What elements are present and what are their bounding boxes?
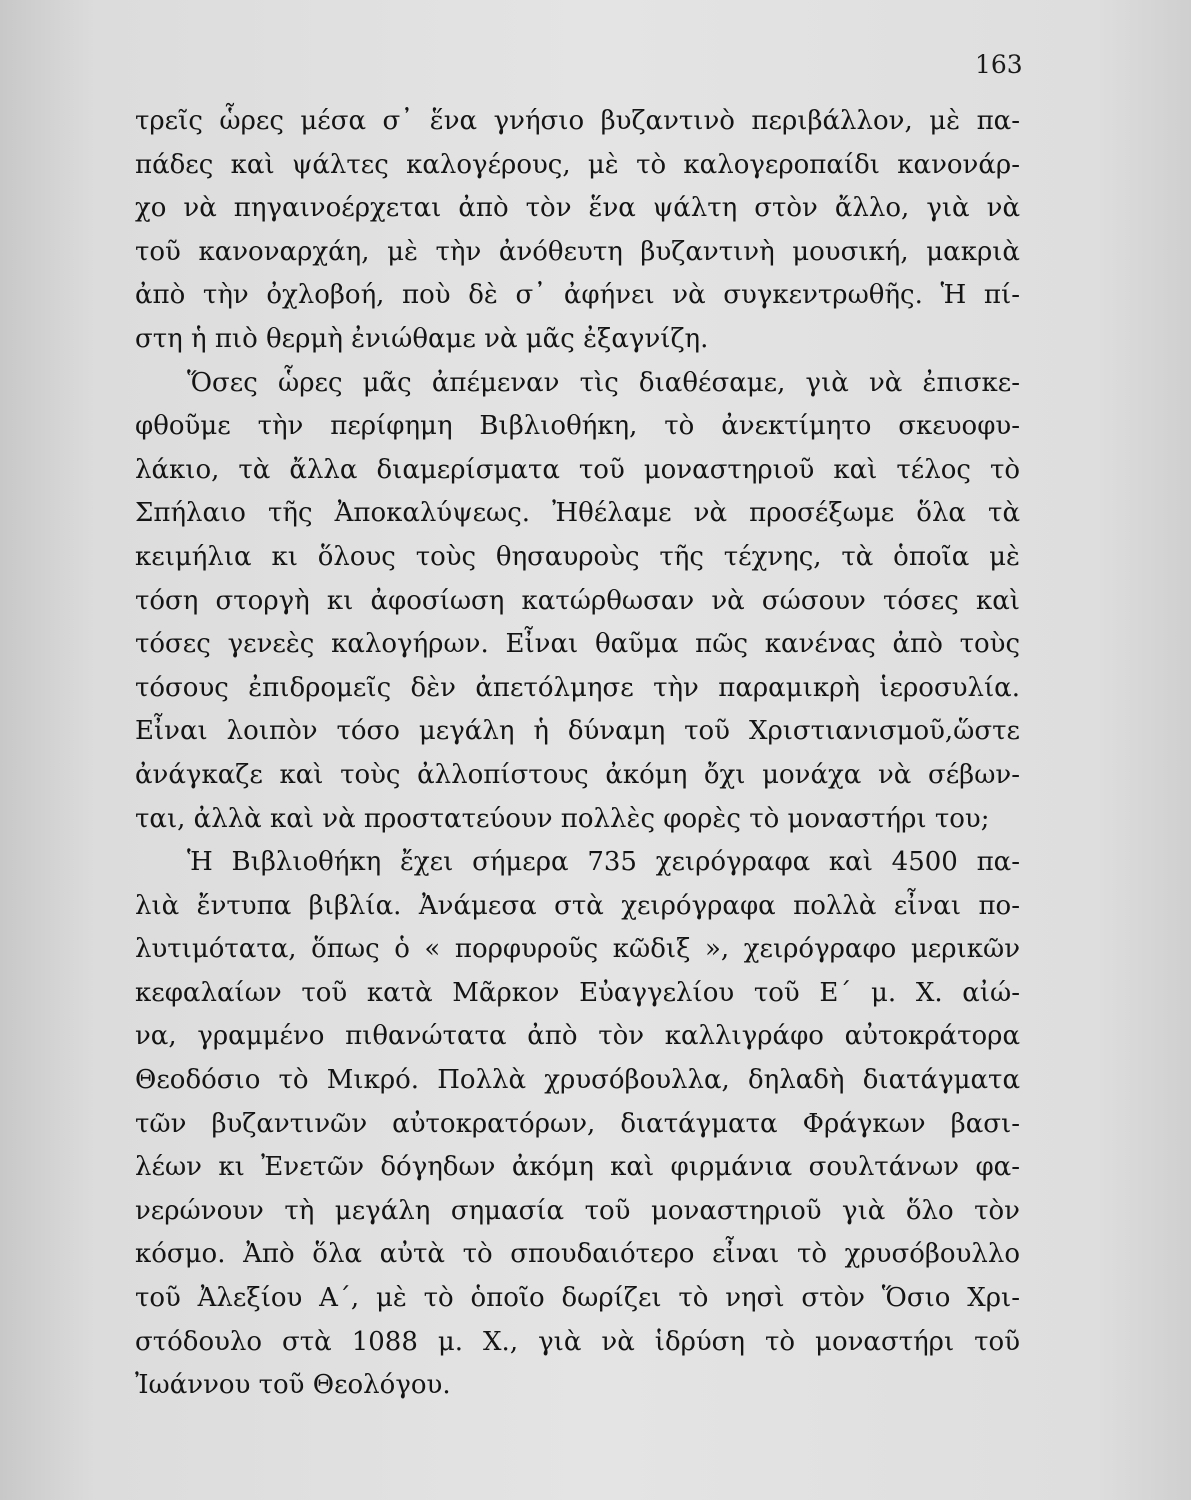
- text-line: τοῦ Ἀλεξίου Α΄, μὲ τὸ ὁποῖο δωρίζει τὸ νησὶ στὸν Ὅσιο Χρι-: [135, 1283, 1020, 1314]
- text-line: Θεοδόσιο τὸ Μικρό. Πολλὰ χρυσόβουλλα, δηλαδὴ διατάγματα: [135, 1065, 1020, 1096]
- text-line: πάδες καὶ ψάλτες καλογέρους, μὲ τὸ καλογεροπαίδι κανονάρ-: [135, 149, 1020, 180]
- text-line: τοῦ κανοναρχάη, μὲ τὴν ἀνόθευτη βυζαντινὴ μουσική, μακριὰ: [135, 236, 1020, 267]
- text-line: τρεῖς ὧρες μέσα σ᾽ ἕνα γνήσιο βυζαντινὸ περιβάλλον, μὲ πα-: [135, 106, 1020, 136]
- text-line: ἀνάγκαζε καὶ τοὺς ἀλλοπίστους ἀκόμη ὄχι μονάχα νὰ σέβων-: [135, 759, 1020, 790]
- text-line: Ἰωάννου τοῦ Θεολόγου.: [135, 1370, 451, 1401]
- text-line: στη ἡ πιὸ θερμὴ ἐνιώθαμε νὰ μᾶς ἐξαγνίζη.: [135, 323, 709, 354]
- text-line: τόση στοργὴ κι ἀφοσίωση κατώρθωσαν νὰ σώσουν τόσες καὶ: [135, 585, 1020, 616]
- paragraph: [135, 100, 1020, 362]
- text-line: ται, ἀλλὰ καὶ νὰ προστατεύουν πολλὲς φορὲς τὸ μοναστήρι του;: [135, 803, 990, 834]
- text-line: Ἡ Βιβλιοθήκη ἔχει σήμερα 735 χειρόγραφα καὶ 4500 πα-: [187, 847, 1020, 878]
- text-line: Ὅσες ὧρες μᾶς ἀπέμεναν τὶς διαθέσαμε, γιὰ νὰ ἐπισκε-: [187, 367, 1020, 398]
- paragraph: [135, 362, 1020, 842]
- text-line: κεφαλαίων τοῦ κατὰ Μᾶρκον Εὐαγγελίου τοῦ Ε΄ μ. Χ. αἰώ-: [135, 977, 1020, 1008]
- text-line: φθοῦμε τὴν περίφημη Βιβλιοθήκη, τὸ ἀνεκτίμητο σκευοφυ-: [135, 411, 1020, 442]
- text-line: τῶν βυζαντινῶν αὐτοκρατόρων, διατάγματα Φράγκων βασι-: [135, 1108, 1020, 1139]
- text-line: κειμήλια κι ὅλους τοὺς θησαυροὺς τῆς τέχνης, τὰ ὁποῖα μὲ: [135, 541, 1020, 572]
- text-line: λιὰ ἔντυπα βιβλία. Ἀνάμεσα στὰ χειρόγραφα πολλὰ εἶναι πο-: [135, 890, 1020, 921]
- body-text: [135, 100, 1020, 1408]
- text-line: ἀπὸ τὴν ὀχλοβοή, ποὺ δὲ σ᾽ ἀφήνει νὰ συγκεντρωθῆς. Ἡ πί-: [135, 280, 1020, 311]
- text-line: τόσους ἐπιδρομεῖς δὲν ἀπετόλμησε τὴν παραμικρὴ ἱεροσυλία.: [135, 672, 1020, 703]
- text-line: κόσμο. Ἀπὸ ὅλα αὐτὰ τὸ σπουδαιότερο εἶναι τὸ χρυσόβουλλο: [135, 1239, 1020, 1270]
- text-line: στόδουλο στὰ 1088 μ. Χ., γιὰ νὰ ἱδρύση τὸ μοναστήρι τοῦ: [135, 1326, 1020, 1357]
- paragraph: [135, 841, 1020, 1408]
- page-number: 163: [975, 50, 1023, 79]
- text-line: τόσες γενεὲς καλογήρων. Εἶναι θαῦμα πῶς κανένας ἀπὸ τοὺς: [135, 629, 1020, 660]
- text-line: λυτιμότατα, ὅπως ὁ « πορφυροῦς κῶδιξ », χειρόγραφο μερικῶν: [135, 934, 1020, 965]
- text-line: λάκιο, τὰ ἄλλα διαμερίσματα τοῦ μοναστηριοῦ καὶ τέλος τὸ: [135, 454, 1020, 485]
- text-line: Σπήλαιο τῆς Ἀποκαλύψεως. Ἠθέλαμε νὰ προσέξωμε ὅλα τὰ: [135, 498, 1020, 529]
- text-line: να, γραμμένο πιθανώτατα ἀπὸ τὸν καλλιγράφο αὐτοκράτορα: [135, 1021, 1020, 1052]
- text-line: χο νὰ πηγαινοέρχεται ἀπὸ τὸν ἕνα ψάλτη στὸν ἄλλο, γιὰ νὰ: [135, 193, 1020, 224]
- text-line: νερώνουν τὴ μεγάλη σημασία τοῦ μοναστηριοῦ γιὰ ὅλο τὸν: [135, 1195, 1020, 1226]
- text-line: Εἶναι λοιπὸν τόσο μεγάλη ἡ δύναμη τοῦ Χριστιανισμοῦ,ὥστε: [135, 716, 1020, 747]
- text-line: λέων κι Ἐνετῶν δόγηδων ἀκόμη καὶ φιρμάνια σουλτάνων φα-: [135, 1152, 1020, 1183]
